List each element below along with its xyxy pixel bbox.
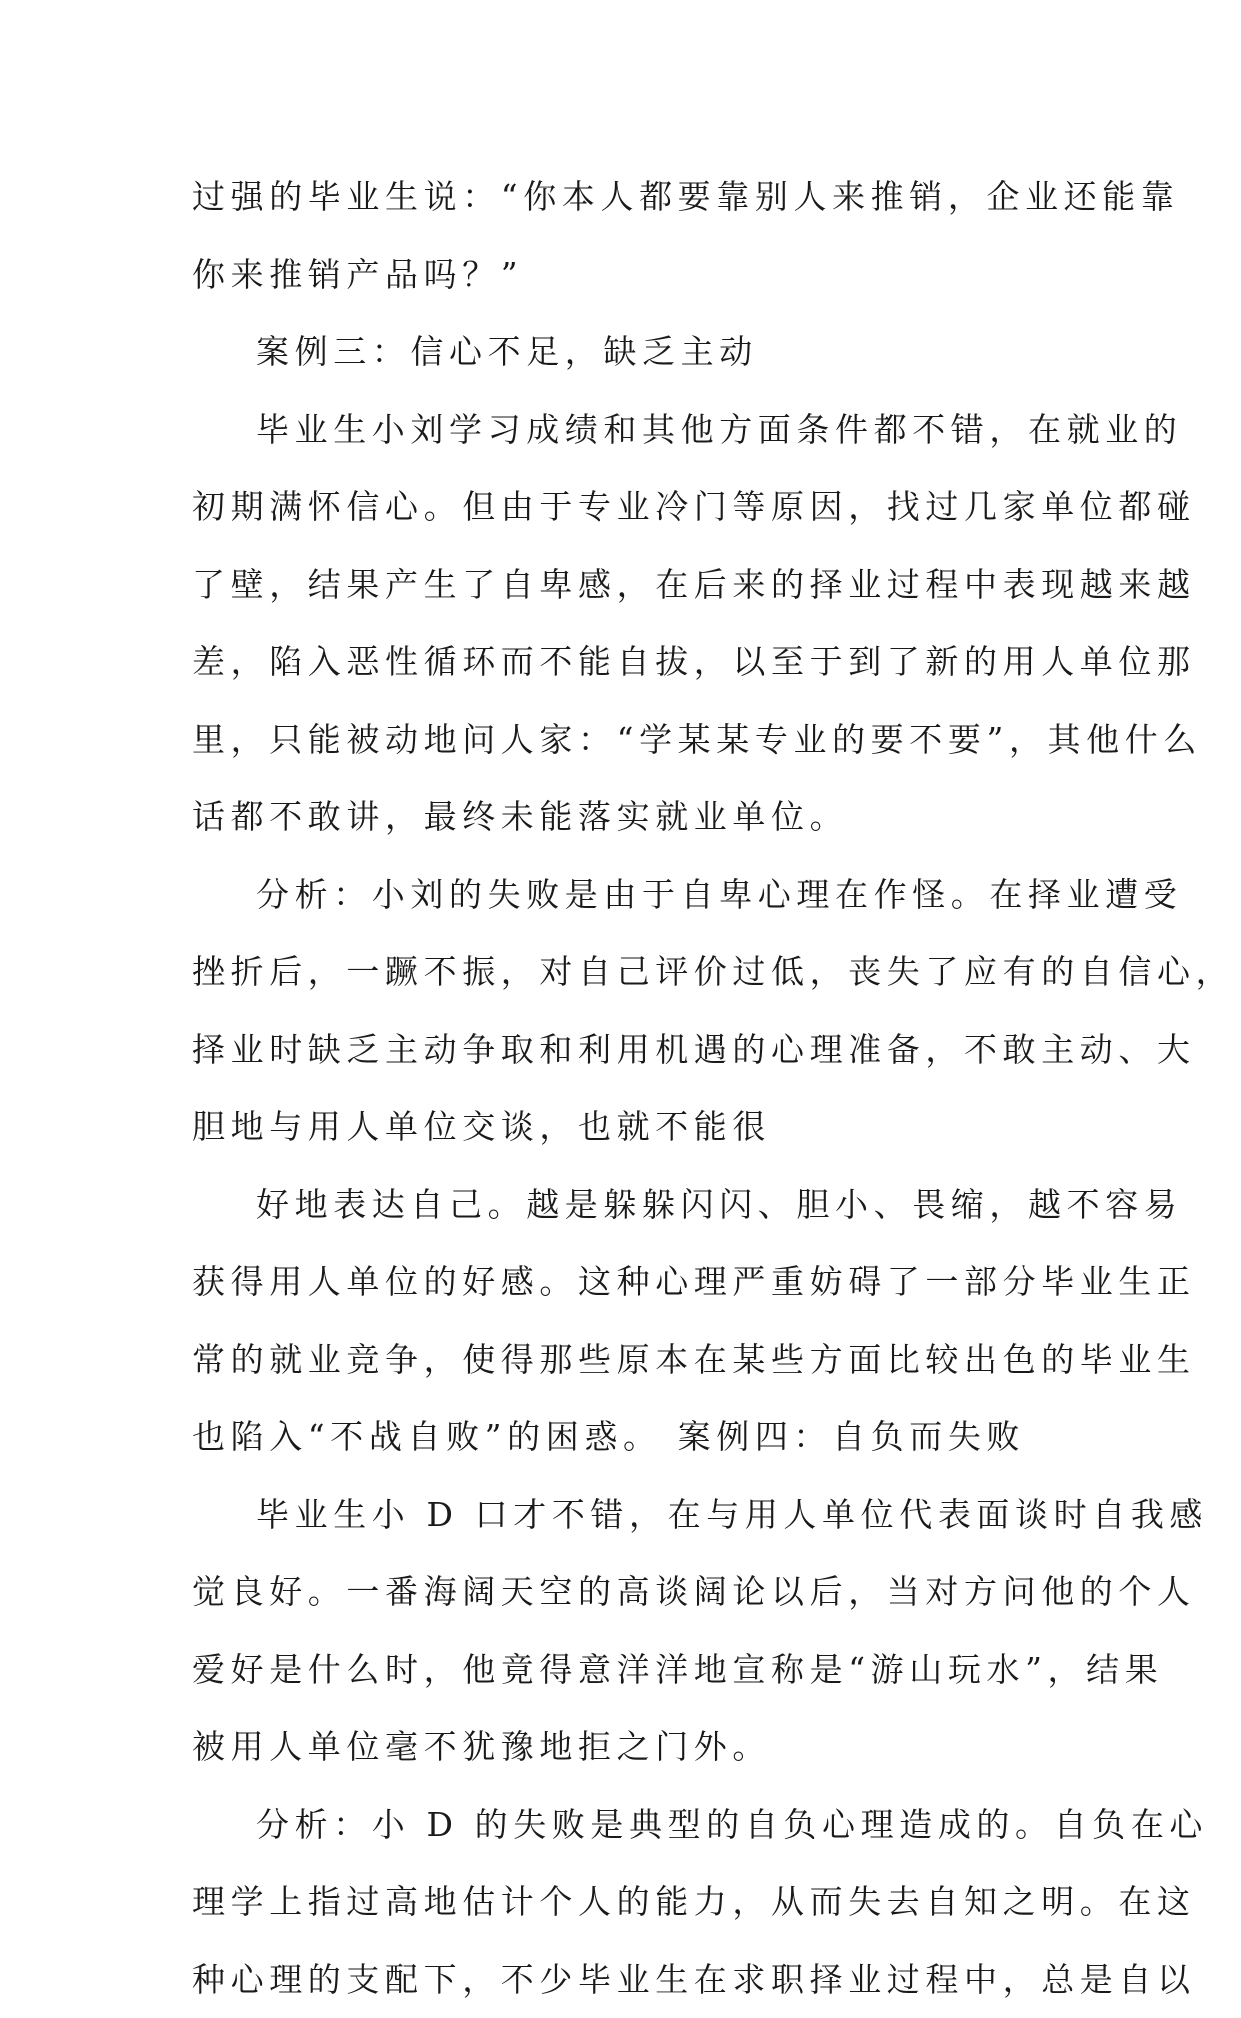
text-line: 也陷入“不战自败”的困惑。 案例四：自负而失败 [192,1398,1050,1476]
text-line: 常的就业竞争，使得那些原本在某些方面比较出色的毕业生 [192,1321,1050,1399]
text-line: 里，只能被动地问人家：“学某某专业的要不要”，其他什么 [192,701,1050,779]
text-line: 胆地与用人单位交谈，也就不能很 [192,1088,1050,1166]
text-line: 话都不敢讲，最终未能落实就业单位。 [192,778,1050,856]
text-line: 被用人单位毫不犹豫地拒之门外。 [192,1708,1050,1786]
document-page [192,158,1050,2018]
text-line: 了壁，结果产生了自卑感，在后来的择业过程中表现越来越 [192,546,1050,624]
text-line: 爱好是什么时，他竟得意洋洋地宣称是“游山玩水”，结果 [192,1631,1050,1709]
text-line: 分析：小 D 的失败是典型的自负心理造成的。自负在心 [192,1786,1050,1864]
text-line: 毕业生小 D 口才不错，在与用人单位代表面谈时自我感 [192,1476,1050,1554]
text-line: 好地表达自己。越是躲躲闪闪、胆小、畏缩，越不容易 [192,1166,1050,1244]
text-line: 挫折后，一蹶不振，对自己评价过低，丧失了应有的自信心， [192,933,1050,1011]
text-line: 毕业生小刘学习成绩和其他方面条件都不错，在就业的 [192,391,1050,469]
text-line: 分析：小刘的失败是由于自卑心理在作怪。在择业遭受 [192,856,1050,934]
text-line: 差，陷入恶性循环而不能自拔，以至于到了新的用人单位那 [192,623,1050,701]
section-heading: 案例三：信心不足，缺乏主动 [192,313,1050,391]
text-line: 初期满怀信心。但由于专业冷门等原因，找过几家单位都碰 [192,468,1050,546]
text-line: 觉良好。一番海阔天空的高谈阔论以后，当对方问他的个人 [192,1553,1050,1631]
text-line: 理学上指过高地估计个人的能力，从而失去自知之明。在这 [192,1863,1050,1941]
text-line: 择业时缺乏主动争取和利用机遇的心理准备，不敢主动、大 [192,1011,1050,1089]
text-line: 种心理的支配下，不少毕业生在求职择业过程中，总是自以 [192,1941,1050,2018]
text-line: 你来推销产品吗？” [192,236,1050,314]
text-line: 获得用人单位的好感。这种心理严重妨碍了一部分毕业生正 [192,1243,1050,1321]
text-line: 过强的毕业生说：“你本人都要靠别人来推销，企业还能靠 [192,158,1050,236]
